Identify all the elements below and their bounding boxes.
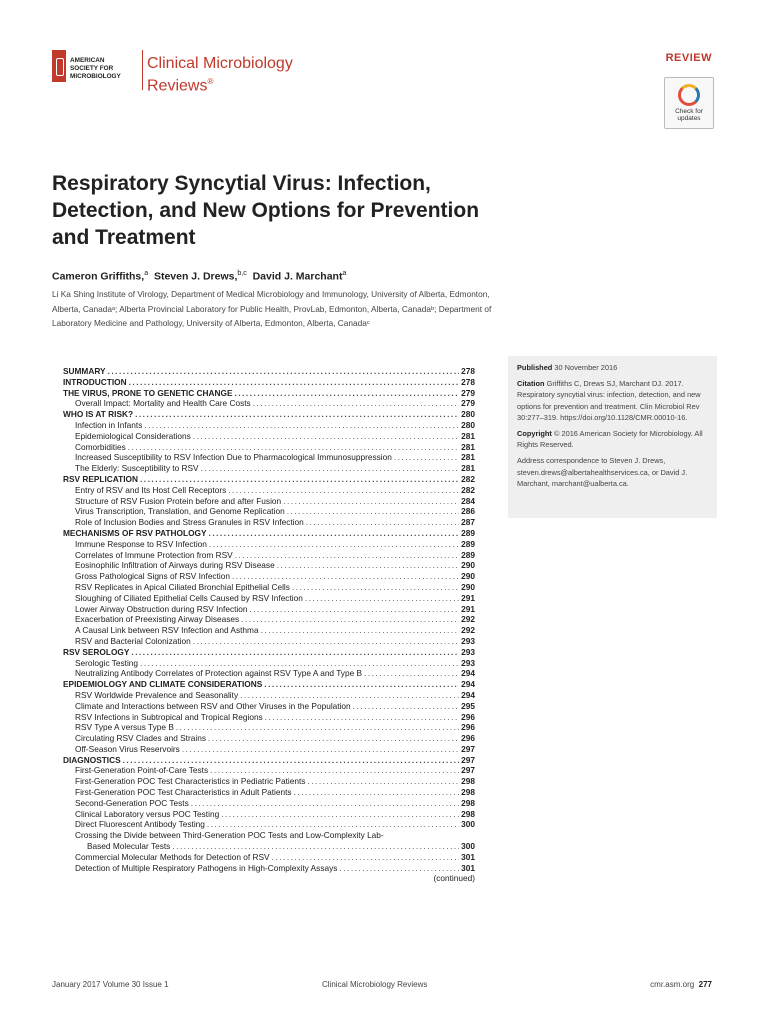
toc-entry-label: Second-Generation POC Tests xyxy=(75,797,189,808)
toc-entry-page: 297 xyxy=(461,754,475,765)
toc-entry-label: Overall Impact: Mortality and Health Care Costs xyxy=(75,398,251,409)
toc-leader-dots xyxy=(353,701,460,712)
toc-entry-page: 300 xyxy=(461,841,475,852)
toc-leader-dots xyxy=(287,506,459,517)
toc-leader-dots xyxy=(253,398,459,409)
toc-entry-page: 297 xyxy=(461,743,475,754)
toc-entry[interactable] xyxy=(63,852,475,863)
toc-entry-page: 297 xyxy=(461,765,475,776)
author-list: Cameron Griffiths,$^a$ Steven J. Drews,$^{b,c}$ David J. Marchant$^a$ xyxy=(52,270,347,283)
citation: Citation Griffiths C, Drews SJ, Marchant DJ. 2017. Respiratory syncytial virus: infection, detection, and new options for prevention and treatment. Clin Microbiol Rev 30:277–319. https://doi.org/10.1128/CMR.00010-16. xyxy=(517,379,701,422)
toc-entry-page: 292 xyxy=(461,614,475,625)
toc-leader-dots xyxy=(240,690,459,701)
toc-entry-label: RSV Type A versus Type B xyxy=(75,722,174,733)
toc-entry[interactable] xyxy=(63,765,475,776)
toc-leader-dots xyxy=(232,571,459,582)
toc-entry-label: INTRODUCTION xyxy=(63,376,127,387)
toc-leader-dots xyxy=(128,442,459,453)
toc-entry-page: 284 xyxy=(461,495,475,506)
toc-entry[interactable] xyxy=(63,819,475,830)
toc-entry-page: 289 xyxy=(461,527,475,538)
toc-entry-page: 281 xyxy=(461,463,475,474)
toc-entry-page: 282 xyxy=(461,473,475,484)
toc-leader-dots xyxy=(191,798,459,809)
crossmark-icon xyxy=(678,84,700,106)
toc-entry-label: Crossing the Divide between Third-Generation POC Tests and Low-Complexity Lab- xyxy=(75,830,384,841)
toc-entry-page: 301 xyxy=(461,862,475,873)
toc-entry-page: 294 xyxy=(461,668,475,679)
toc-entry[interactable] xyxy=(63,647,475,658)
toc-entry[interactable] xyxy=(63,398,475,409)
toc-leader-dots xyxy=(277,560,459,571)
toc-entry[interactable] xyxy=(63,614,475,625)
toc-entry-label: First-Generation POC Test Characteristics in Pediatric Patients xyxy=(75,776,306,787)
publisher-name: AMERICAN SOCIETY FOR MICROBIOLOGY xyxy=(70,57,121,80)
toc-entry-page: 286 xyxy=(461,506,475,517)
toc-leader-dots xyxy=(176,722,459,733)
toc-leader-dots xyxy=(394,452,459,463)
toc-entry-label: WHO IS AT RISK? xyxy=(63,409,134,420)
toc-entry-label: Immune Response to RSV Infection xyxy=(75,538,207,549)
toc-leader-dots xyxy=(292,582,459,593)
toc-leader-dots xyxy=(306,517,459,528)
toc-entry-label: Serologic Testing xyxy=(75,657,139,668)
correspondence: Address correspondence to Steven J. Drews, steven.drews@albertahealthservices.ca, or David J. Marchant, marchant@ualberta.ca. xyxy=(517,456,688,488)
toc-entry-label: Off-Season Virus Reservoirs xyxy=(75,743,180,754)
toc-entry[interactable] xyxy=(63,863,475,874)
toc-entry-label: RSV Infections in Subtropical and Tropical Regions xyxy=(75,711,263,722)
toc-leader-dots xyxy=(210,765,459,776)
copyright: Copyright © 2016 American Society for Microbiology. All Rights Reserved. xyxy=(517,429,703,450)
toc-entry-page: 296 xyxy=(461,722,475,733)
toc-entry[interactable] xyxy=(63,366,475,377)
toc-leader-dots xyxy=(261,625,460,636)
check-for-updates-badge[interactable]: Check for updates xyxy=(664,77,714,129)
toc-entry-label: Climate and Interactions between RSV and Other Viruses in the Population xyxy=(75,700,351,711)
toc-entry-page: 281 xyxy=(461,452,475,463)
toc-entry-label: First-Generation Point-of-Care Tests xyxy=(75,765,209,776)
table-of-contents xyxy=(63,366,475,884)
toc-entry[interactable] xyxy=(63,463,475,474)
toc-entry-page: 289 xyxy=(461,549,475,560)
toc-entry[interactable] xyxy=(63,528,475,539)
toc-entry-label: Eosinophilic Infiltration of Airways during RSV Disease xyxy=(75,560,275,571)
toc-entry-label: A Causal Link between RSV Infection and Asthma xyxy=(75,625,259,636)
toc-entry-label: Neutralizing Antibody Correlates of Protection against RSV Type A and Type B xyxy=(75,668,363,679)
toc-entry-label: Gross Pathological Signs of RSV Infection xyxy=(75,571,230,582)
toc-leader-dots xyxy=(235,388,460,399)
toc-entry[interactable] xyxy=(63,787,475,798)
toc-leader-dots xyxy=(265,712,459,723)
toc-leader-dots xyxy=(209,528,460,539)
toc-entry-label: Clinical Laboratory versus POC Testing xyxy=(75,808,220,819)
toc-entry[interactable] xyxy=(63,809,475,820)
toc-leader-dots xyxy=(172,841,459,852)
toc-entry-page: 294 xyxy=(461,679,475,690)
toc-entry-page: 281 xyxy=(461,441,475,452)
toc-leader-dots xyxy=(249,604,459,615)
toc-leader-dots xyxy=(294,787,460,798)
toc-entry[interactable] xyxy=(63,550,475,561)
toc-entry-label: Circulating RSV Clades and Strains xyxy=(75,733,206,744)
toc-entry-label: Sloughing of Ciliated Epithelial Cells Caused by RSV Infection xyxy=(75,592,303,603)
toc-entry-page: 296 xyxy=(461,733,475,744)
toc-entry[interactable] xyxy=(63,582,475,593)
section-label: REVIEW xyxy=(665,52,712,64)
article-title: Respiratory Syncytial Virus: Infection, Detection, and New Options for Prevention and Treatment xyxy=(52,172,480,249)
toc-entry-label: Based Molecular Tests xyxy=(87,841,171,852)
toc-entry-page: 290 xyxy=(461,560,475,571)
author-2: Steven J. Drews, xyxy=(153,270,238,283)
toc-entry-page: 279 xyxy=(461,398,475,409)
toc-entry-page: 290 xyxy=(461,571,475,582)
toc-entry-page: 290 xyxy=(461,581,475,592)
toc-entry-page: 301 xyxy=(461,851,475,862)
toc-entry-page: 281 xyxy=(461,430,475,441)
toc-entry-label: Exacerbation of Preexisting Airway Diseases xyxy=(75,614,240,625)
footer-page: cmr.asm.org 277 xyxy=(650,980,712,989)
toc-entry-page: 300 xyxy=(461,819,475,830)
toc-entry-label: Entry of RSV and Its Host Cell Receptors xyxy=(75,484,227,495)
toc-entry[interactable] xyxy=(63,474,475,485)
toc-leader-dots xyxy=(307,776,459,787)
toc-entry[interactable] xyxy=(63,604,475,615)
toc-entry-label: RSV Replicates in Apical Ciliated Bronchial Epithelial Cells xyxy=(75,581,290,592)
toc-entry-page: 296 xyxy=(461,711,475,722)
toc-leader-dots xyxy=(144,420,459,431)
toc-entry[interactable] xyxy=(63,539,475,550)
toc-leader-dots xyxy=(207,819,459,830)
toc-leader-dots xyxy=(182,744,459,755)
toc-entry[interactable] xyxy=(63,452,475,463)
toc-entry[interactable] xyxy=(63,409,475,420)
toc-entry-page: 278 xyxy=(461,376,475,387)
toc-entry-page: 291 xyxy=(461,592,475,603)
article-info-box xyxy=(508,356,717,518)
toc-entry[interactable] xyxy=(63,506,475,517)
logo-divider xyxy=(142,50,143,90)
toc-leader-dots xyxy=(235,550,459,561)
toc-entry-label: Commercial Molecular Methods for Detection of RSV xyxy=(75,851,270,862)
toc-leader-dots xyxy=(208,733,459,744)
toc-leader-dots xyxy=(264,679,459,690)
toc-entry-page: 291 xyxy=(461,603,475,614)
toc-entry[interactable] xyxy=(63,485,475,496)
toc-entry-page: 287 xyxy=(461,517,475,528)
toc-leader-dots xyxy=(131,647,459,658)
toc-entry-page: 294 xyxy=(461,689,475,700)
toc-entry[interactable] xyxy=(63,431,475,442)
toc-entry[interactable] xyxy=(63,755,475,766)
toc-leader-dots xyxy=(272,852,460,863)
toc-entry[interactable] xyxy=(63,830,475,841)
toc-leader-dots xyxy=(140,474,459,485)
toc-entry[interactable] xyxy=(63,571,475,582)
toc-leader-dots xyxy=(228,485,459,496)
toc-entry-label: Correlates of Immune Protection from RSV xyxy=(75,549,233,560)
toc-entry-label: Detection of Multiple Respiratory Pathogens in High-Complexity Assays xyxy=(75,862,338,873)
toc-entry-page: 282 xyxy=(461,484,475,495)
toc-entry-label: RSV SEROLOGY xyxy=(63,646,130,657)
toc-leader-dots xyxy=(140,658,459,669)
toc-entry-page: 298 xyxy=(461,808,475,819)
toc-entry-label: SUMMARY xyxy=(63,366,106,376)
toc-entry-label: The Elderly: Susceptibility to RSV xyxy=(75,463,199,474)
toc-entry-label: Epidemiological Considerations xyxy=(75,430,191,441)
toc-entry[interactable] xyxy=(63,593,475,604)
toc-leader-dots xyxy=(283,496,459,507)
toc-entry-label: Comorbidities xyxy=(75,441,126,452)
toc-leader-dots xyxy=(221,809,459,820)
toc-entry[interactable] xyxy=(63,496,475,507)
toc-entry[interactable] xyxy=(63,722,475,733)
toc-leader-dots xyxy=(201,463,460,474)
footer-issue: January 2017 Volume 30 Issue 1 xyxy=(52,980,169,989)
toc-entry-label: Virus Transcription, Translation, and Genome Replication xyxy=(75,506,285,517)
toc-entry-label: DIAGNOSTICS xyxy=(63,754,121,765)
toc-entry[interactable] xyxy=(63,636,475,647)
toc-leader-dots xyxy=(193,431,459,442)
toc-continued-note: (continued) xyxy=(433,873,475,884)
journal-logo xyxy=(52,50,293,95)
toc-entry-label: RSV and Bacterial Colonization xyxy=(75,635,191,646)
toc-entry-page: 295 xyxy=(461,700,475,711)
toc-entry[interactable] xyxy=(63,420,475,431)
toc-entry[interactable] xyxy=(63,733,475,744)
toc-leader-dots xyxy=(193,636,459,647)
journal-title: Clinical Microbiology Reviews® xyxy=(147,55,293,95)
toc-leader-dots xyxy=(108,366,460,377)
toc-entry[interactable] xyxy=(63,388,475,399)
toc-entry-page: 278 xyxy=(461,366,475,376)
toc-entry-page: 298 xyxy=(461,797,475,808)
toc-entry[interactable] xyxy=(63,712,475,723)
toc-entry[interactable] xyxy=(63,701,475,712)
toc-entry-page: 289 xyxy=(461,538,475,549)
toc-entry-page: 279 xyxy=(461,387,475,398)
toc-entry[interactable] xyxy=(63,377,475,388)
toc-leader-dots xyxy=(305,593,459,604)
toc-entry-page: 293 xyxy=(461,657,475,668)
toc-entry-label: Infection in Infants xyxy=(75,419,143,430)
toc-entry[interactable] xyxy=(63,517,475,528)
toc-leader-dots xyxy=(123,755,460,766)
toc-entry-label: Role of Inclusion Bodies and Stress Granules in RSV Infection xyxy=(75,517,304,528)
toc-leader-dots xyxy=(129,377,460,388)
toc-entry[interactable] xyxy=(63,798,475,809)
toc-entry[interactable] xyxy=(63,625,475,636)
toc-entry-label: Direct Fluorescent Antibody Testing xyxy=(75,819,205,830)
toc-leader-dots xyxy=(135,409,459,420)
author-3: David J. Marchant xyxy=(252,270,343,283)
toc-entry-label: RSV REPLICATION xyxy=(63,473,138,484)
toc-entry-label: Lower Airway Obstruction during RSV Infection xyxy=(75,603,248,614)
toc-entry-label: EPIDEMIOLOGY AND CLIMATE CONSIDERATIONS xyxy=(63,679,263,690)
toc-entry[interactable] xyxy=(63,690,475,701)
published-date: Published 30 November 2016 xyxy=(517,363,618,372)
toc-entry-page: 292 xyxy=(461,625,475,636)
toc-entry-label: MECHANISMS OF RSV PATHOLOGY xyxy=(63,527,207,538)
toc-leader-dots xyxy=(339,863,459,874)
author-1: Cameron Griffiths, xyxy=(52,270,145,283)
toc-entry-label: Structure of RSV Fusion Protein before and after Fusion xyxy=(75,495,282,506)
toc-entry[interactable] xyxy=(63,442,475,453)
toc-entry[interactable] xyxy=(63,679,475,690)
toc-entry-label: Increased Susceptibility to RSV Infection Due to Pharmacological Immunosuppression xyxy=(75,452,392,463)
toc-entry-page: 293 xyxy=(461,646,475,657)
toc-entry-page: 293 xyxy=(461,635,475,646)
toc-leader-dots xyxy=(241,614,459,625)
toc-entry-label: RSV Worldwide Prevalence and Seasonality xyxy=(75,689,239,700)
toc-leader-dots xyxy=(364,668,459,679)
toc-leader-dots xyxy=(209,539,459,550)
toc-entry[interactable] xyxy=(63,776,475,787)
toc-entry[interactable] xyxy=(63,744,475,755)
asm-flask-icon xyxy=(52,50,66,82)
toc-entry[interactable] xyxy=(63,841,475,852)
toc-entry[interactable] xyxy=(63,560,475,571)
toc-entry[interactable] xyxy=(63,668,475,679)
toc-entry-label: First-Generation POC Test Characteristics in Adult Patients xyxy=(75,787,292,798)
toc-entry[interactable] xyxy=(63,658,475,669)
affiliations: Li Ka Shing Institute of Virology, Department of Medical Microbiology and Immunology, University of Alberta, Edmonton, Alberta, Canadaᵃ; Alberta Provincial Laboratory for Public Health, ProvLab, Edmonton, Alberta, Canadaᵇ; Department of Laboratory Medicine and Pathology, University of Alberta, Edmonton, Alberta, Canadaᶜ xyxy=(52,289,492,328)
footer-journal: Clinical Microbiology Reviews xyxy=(322,980,428,989)
toc-entry-page: 298 xyxy=(461,776,475,787)
toc-entry-label: THE VIRUS, PRONE TO GENETIC CHANGE xyxy=(63,387,233,398)
toc-entry-page: 280 xyxy=(461,419,475,430)
toc-entry-page: 280 xyxy=(461,409,475,420)
toc-entry-page: 298 xyxy=(461,787,475,798)
